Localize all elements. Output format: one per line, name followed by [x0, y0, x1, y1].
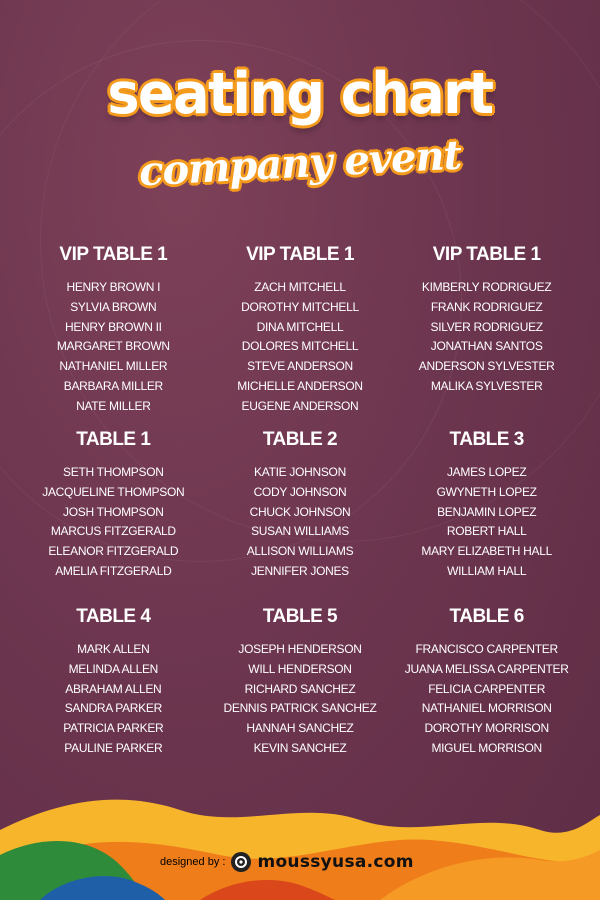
guest-name: MARK ALLEN: [77, 642, 150, 656]
guest-name: SETH THOMPSON: [63, 465, 164, 479]
guest-name: RICHARD SANCHEZ: [244, 681, 356, 696]
guest-name: ELEANOR FITZGERALD: [48, 544, 179, 559]
moussyusa-logo-icon: [231, 852, 251, 872]
table-heading: TABLE 3: [449, 429, 524, 450]
guest-name: JAMES LOPEZ: [446, 465, 527, 479]
guest-name: MALIKA SYLVESTER: [430, 378, 543, 393]
guest-name: JOSH THOMPSON: [63, 504, 164, 519]
guest-name: DENNIS PATRICK SANCHEZ: [223, 701, 377, 716]
table-2: [207, 429, 394, 606]
guest-name: KEVIN SANCHEZ: [253, 740, 347, 755]
guest-name: KIMBERLY RODRIGUEZ: [421, 280, 552, 294]
guest-name: SYLVIA BROWN: [70, 299, 157, 314]
table-heading: TABLE 1: [76, 429, 151, 450]
guest-name: AMELIA FITZGERALD: [55, 563, 172, 578]
guest-name: CHUCK JOHNSON: [249, 504, 351, 519]
guest-name: DINA MITCHELL: [256, 319, 344, 334]
guest-name: SILVER RODRIGUEZ: [430, 319, 543, 334]
guest-name: PATRICIA PARKER: [63, 721, 164, 736]
guest-name: MICHELLE ANDERSON: [237, 378, 363, 393]
guest-name: ALLISON WILLIAMS: [246, 544, 354, 559]
decorative-waves: [0, 760, 600, 900]
guest-name: MARCUS FITZGERALD: [50, 524, 176, 539]
table-heading: TABLE 2: [262, 429, 338, 450]
guest-name: KATIE JOHNSON: [254, 465, 346, 479]
guest-name: HENRY BROWN I: [66, 280, 161, 294]
guest-name: PAULINE PARKER: [64, 740, 163, 755]
guest-name: CODY JOHNSON: [253, 484, 347, 499]
guest-name: ABRAHAM ALLEN: [65, 681, 162, 696]
table-vip-3: [393, 244, 580, 429]
guest-name: ANDERSON SYLVESTER: [418, 359, 555, 374]
table-3: [393, 429, 580, 606]
guest-name: JOSEPH HENDERSON: [238, 642, 362, 656]
guest-name: MELINDA ALLEN: [68, 661, 159, 676]
table-heading: TABLE 4: [76, 606, 151, 627]
guest-name: HENRY BROWN II: [64, 319, 162, 334]
guest-name: EUGENE ANDERSON: [241, 398, 359, 413]
guest-name: MARY ELIZABETH HALL: [421, 544, 552, 559]
guest-name: JONATHAN SANTOS: [430, 339, 543, 354]
guest-name: FRANCISCO CARPENTER: [415, 642, 558, 656]
guest-name: FRANK RODRIGUEZ: [430, 299, 543, 314]
guest-name: SUSAN WILLIAMS: [251, 524, 349, 539]
guest-name: JENNIFER JONES: [251, 563, 349, 578]
guest-name: STEVE ANDERSON: [247, 359, 353, 374]
guest-name: JACQUELINE THOMPSON: [42, 484, 185, 499]
table-heading: VIP TABLE 1: [246, 244, 354, 265]
guest-name: DOROTHY MITCHELL: [241, 299, 359, 314]
guest-name: ROBERT HALL: [446, 524, 527, 539]
guest-name: NATHANIEL MILLER: [59, 359, 168, 374]
designer-credit: [160, 852, 414, 872]
table-vip-1: [20, 244, 207, 429]
guest-name: NATE MILLER: [76, 398, 151, 413]
guest-name: BARBARA MILLER: [63, 378, 163, 393]
guest-name: HANNAH SANCHEZ: [246, 721, 354, 736]
table-heading: TABLE 5: [262, 606, 338, 627]
table-heading: VIP TABLE 1: [59, 244, 168, 265]
guest-name: WILL HENDERSON: [248, 661, 352, 676]
table-6: [393, 606, 580, 766]
table-vip-2: [207, 244, 394, 429]
table-heading: VIP TABLE 1: [432, 244, 541, 265]
tables-grid: [20, 244, 580, 766]
guest-name: GWYNETH LOPEZ: [436, 484, 537, 499]
site-name[interactable]: moussyusa.com: [257, 852, 414, 872]
table-5: [207, 606, 394, 766]
guest-name: DOLORES MITCHELL: [241, 339, 359, 354]
guest-name: DOROTHY MORRISON: [424, 721, 549, 736]
guest-name: NATHANIEL MORRISON: [421, 701, 552, 716]
guest-name: BENJAMIN LOPEZ: [437, 504, 537, 519]
table-heading: TABLE 6: [449, 606, 524, 627]
poster-title: seating chart: [107, 60, 493, 127]
table-4: [20, 606, 207, 766]
guest-name: FELICIA CARPENTER: [428, 681, 546, 696]
table-1: [20, 429, 207, 606]
guest-name: MARGARET BROWN: [56, 339, 170, 354]
guest-name: ZACH MITCHELL: [254, 280, 346, 294]
guest-name: SANDRA PARKER: [64, 701, 162, 716]
guest-name: MIGUEL MORRISON: [431, 740, 542, 755]
designed-by-label: designed by :: [160, 856, 226, 868]
guest-name: WILLIAM HALL: [447, 563, 527, 578]
guest-name: JUANA MELISSA CARPENTER: [404, 661, 569, 676]
poster-subtitle: company event: [137, 131, 463, 196]
